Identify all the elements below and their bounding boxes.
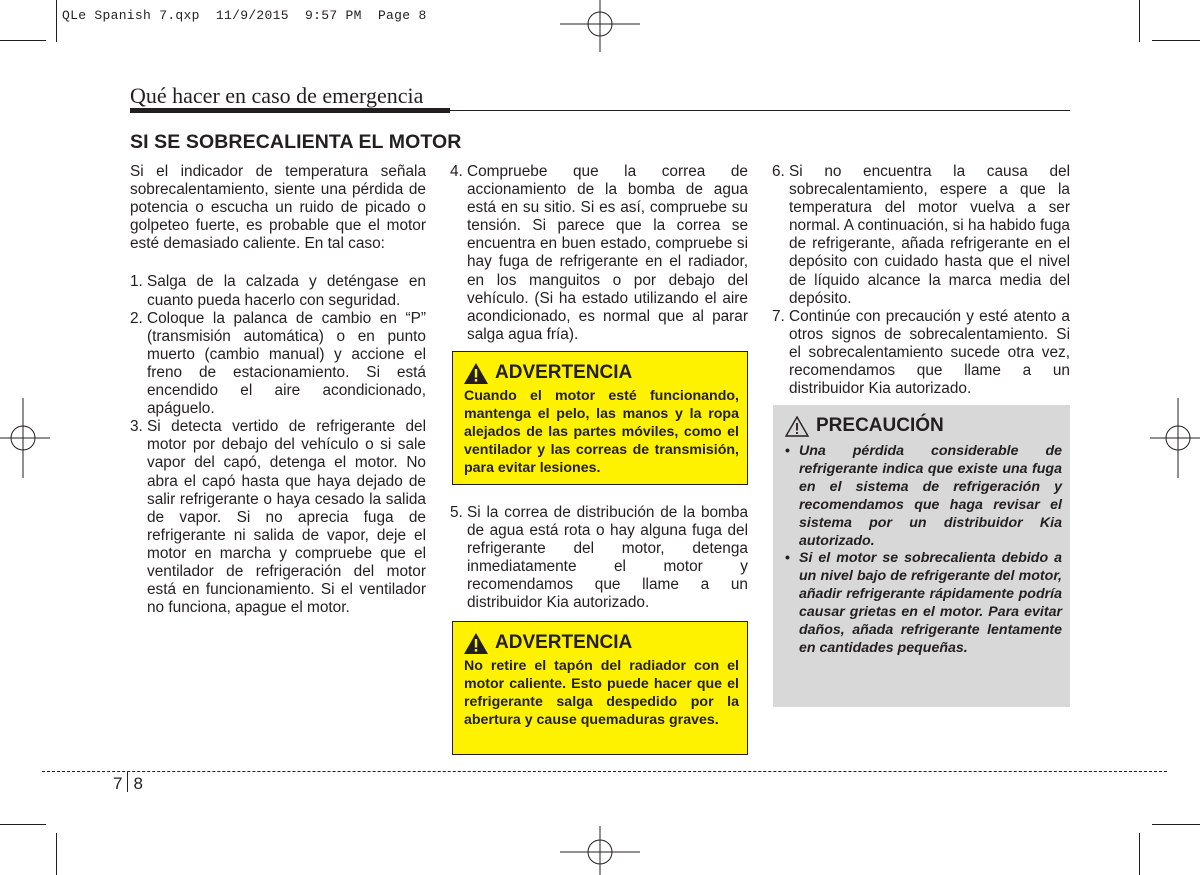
warning-box (452, 351, 748, 485)
column-1 (130, 163, 426, 617)
step-number: 4. (450, 163, 463, 180)
page-number-chapter: 7 (113, 774, 123, 793)
registration-mark-icon (560, 826, 640, 875)
page-number (113, 772, 143, 794)
step-item (130, 310, 426, 419)
step-text: Salga de la calzada y deténgase en cuanto pueda hacerlo con seguridad. (147, 273, 426, 309)
column-2-continued (450, 504, 748, 613)
header-bar (130, 108, 450, 113)
step-number: 6. (772, 163, 785, 180)
step-number: 7. (772, 307, 785, 325)
crop-mark-top-right-v (1139, 0, 1140, 42)
footer-dashed-rule (42, 771, 1167, 772)
crop-mark-bottom-left-v (56, 833, 57, 875)
page-number-separator (127, 772, 128, 792)
step-text: Continúe con precaución y esté atento a otros signos de sobrecalentamiento. Si el sobrecalentamiento sucede otra vez, recomendamos que llame a un distribuidor Kia autorizado. (789, 307, 1070, 398)
warning-title (464, 362, 739, 384)
caution-box (773, 405, 1070, 707)
registration-mark-icon (1150, 398, 1200, 478)
step-item (772, 308, 1070, 398)
caution-triangle-icon (785, 416, 809, 437)
step-text: Compruebe que la correa de accionamiento de la bomba de agua está en su sitio. Si es así, compruebe su tensión. Si parece que la correa se encuentra en buen estado, compruebe si hay fuga de refrigerante en el radiador, en los manguitos o por debajo del vehículo. (Si ha estado utilizando el aire acondicionado, es normal que al parar salga agua fría). (467, 163, 748, 343)
step-number: 2. (130, 309, 143, 327)
step-item (130, 273, 426, 309)
crop-mark-bottom-right-v (1139, 833, 1140, 875)
crop-mark-top-left-v (56, 0, 57, 42)
section-title: SI SE SOBRECALIENTA EL MOTOR (130, 131, 462, 153)
warning-text: Cuando el motor esté funcionando, mantenga el pelo, las manos y la ropa alejados de las partes móviles, como el ventilador y las correas de transmisión, para evitar lesiones. (464, 388, 739, 476)
warning-text: No retire el tapón del radiador con el motor caliente. Esto puede hacer que el refrigerante salga despedido por la abertura y cause quemaduras graves. (464, 658, 739, 728)
step-item (450, 163, 748, 344)
caution-list (785, 443, 1062, 658)
warning-title-text: ADVERTENCIA (495, 632, 633, 653)
running-head: Qué hacer en caso de emergencia (130, 83, 424, 108)
bullet-dot: • (785, 443, 790, 459)
warning-triangle-icon (464, 363, 488, 384)
step-text: Si detecta vertido de refrigerante del motor por debajo del vehículo o si sale vapor del capó, detenga el motor. No abra el capó hasta que haya dejado de salir refrigerante o haya cesado la salida de vapor. Si no aprecia fuga de refrigerante ni salida de vapor, deje el motor en marcha y compruebe que el ventilador de refrigeración del motor está en funcionamiento. Si el ventilador no funciona, apague el motor. (147, 418, 426, 617)
column-2 (450, 163, 748, 344)
step-item (130, 418, 426, 617)
caution-title (785, 415, 1062, 437)
step-text: Coloque la palanca de cambio en “P” (transmisión automática) o en punto muerto (cambio manual) y accione el freno de estacionamiento. Si está encendido el aire acondicionado, apáguelo. (147, 309, 426, 418)
crop-mark-bottom-left-h (0, 824, 46, 825)
step-text: Si la correa de distribución de la bomba de agua está rota o hay alguna fuga del refrigerante del motor, detenga inmediatamente el motor y recomendamos que llame a un distribuidor Kia autorizado. (467, 504, 748, 612)
steps-list (450, 504, 748, 613)
printer-slug: QLe Spanish 7.qxp 11/9/2015 9:57 PM Page 8 (62, 8, 427, 23)
step-text: Si no encuentra la causa del sobrecalentamiento, espere a que la temperatura del motor vuelva a ser normal. A continuación, si ha habido fuga de refrigerante, añada refrigerante en el depósito con cuidado hasta que el nivel de líquido alcance la marca media del depósito. (789, 163, 1070, 307)
page-number-page: 8 (133, 774, 143, 793)
crop-mark-bottom-right-h (1152, 824, 1200, 825)
step-item (772, 163, 1070, 308)
step-number: 1. (130, 273, 143, 291)
registration-mark-icon (0, 398, 50, 478)
caution-item-text: Si el motor se sobrecalienta debido a un nivel bajo de refrigerante del motor, añadir refrigerante rápidamente podría causar grietas en el motor. Para evitar daños, añada refrigerante lentamente en cantidades pequeñas. (799, 550, 1062, 656)
caution-item (785, 550, 1062, 657)
steps-list (772, 163, 1070, 398)
warning-triangle-icon (464, 633, 488, 654)
step-number: 3. (130, 418, 143, 436)
warning-title-text: ADVERTENCIA (495, 362, 633, 383)
steps-list (130, 273, 426, 617)
step-number: 5. (450, 504, 463, 521)
warning-box (452, 621, 748, 755)
intro-paragraph: Si el indicador de temperatura señala sobrecalentamiento, siente una pérdida de potencia o escucha un ruido de picado o golpeteo fuerte, es probable que el motor esté demasiado caliente. En tal caso: (130, 163, 426, 253)
caution-item (785, 443, 1062, 550)
caution-title-text: PRECAUCIÓN (816, 415, 944, 436)
crop-mark-top-left-h (0, 40, 46, 41)
warning-title (464, 632, 739, 654)
step-item (450, 504, 748, 613)
bullet-dot: • (785, 550, 790, 567)
column-3 (772, 163, 1070, 398)
caution-item-text: Una pérdida considerable de refrigerante indica que existe una fuga en el sistema de refrigeración y recomendamos que haga revisar el sistema por un distribuidor Kia autorizado. (799, 443, 1062, 549)
crop-mark-top-right-h (1152, 40, 1200, 41)
steps-list (450, 163, 748, 344)
registration-mark-icon (560, 0, 640, 52)
